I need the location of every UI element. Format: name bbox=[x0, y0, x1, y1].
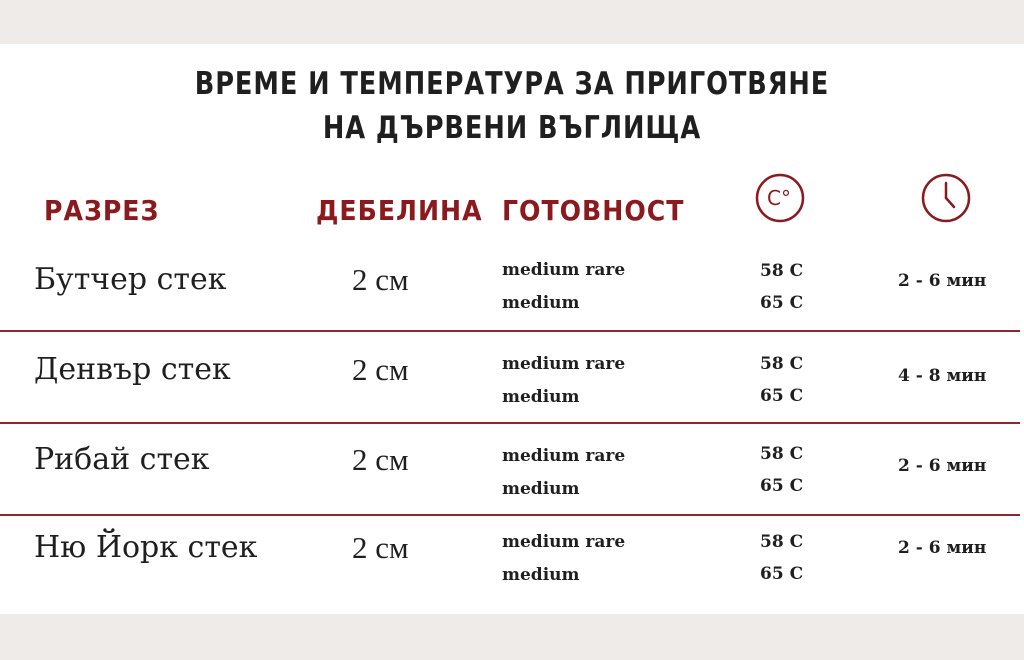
time-value: 2 - 6 мин bbox=[898, 271, 987, 291]
temp-medium-rare: 58 C bbox=[760, 261, 804, 281]
doneness-medium-rare: medium rare bbox=[502, 446, 626, 466]
row-divider bbox=[0, 422, 1020, 424]
doneness-medium: medium bbox=[502, 387, 580, 407]
doneness-medium-rare: medium rare bbox=[502, 260, 626, 280]
thickness-value: 2 см bbox=[352, 352, 409, 387]
temp-medium-rare: 58 C bbox=[760, 354, 804, 374]
time-value: 2 - 6 мин bbox=[898, 538, 987, 558]
doneness-medium-rare: medium rare bbox=[502, 354, 626, 374]
doneness-medium: medium bbox=[502, 565, 580, 585]
temp-medium: 65 C bbox=[760, 386, 804, 406]
time-value: 4 - 8 мин bbox=[898, 366, 987, 386]
cut-name: Ню Йорк стек bbox=[34, 530, 258, 565]
celsius-icon-label: C° bbox=[767, 186, 791, 210]
temp-medium: 65 C bbox=[760, 564, 804, 584]
row-divider bbox=[0, 330, 1020, 332]
row-divider bbox=[0, 514, 1020, 516]
thickness-value: 2 см bbox=[352, 262, 409, 297]
clock-icon bbox=[920, 172, 972, 224]
thickness-value: 2 см bbox=[352, 530, 409, 565]
doneness-medium: medium bbox=[502, 479, 580, 499]
page-title bbox=[41, 62, 983, 150]
thickness-value: 2 см bbox=[352, 442, 409, 477]
cut-name: Рибай стек bbox=[34, 442, 210, 477]
doneness-medium-rare: medium rare bbox=[502, 532, 626, 552]
title-line-2: НА ДЪРВЕНИ ВЪГЛИЩА bbox=[322, 110, 702, 146]
temp-medium: 65 C bbox=[760, 293, 804, 313]
header-thickness: ДЕБЕЛИНА bbox=[316, 194, 483, 227]
time-value: 2 - 6 мин bbox=[898, 456, 987, 476]
temp-medium: 65 C bbox=[760, 476, 804, 496]
cut-name: Бутчер стек bbox=[34, 262, 227, 297]
temp-medium-rare: 58 C bbox=[760, 444, 804, 464]
header-doneness: ГОТОВНОСТ bbox=[502, 194, 685, 227]
temp-medium-rare: 58 C bbox=[760, 532, 804, 552]
cooking-table-card bbox=[0, 44, 1024, 614]
title-line-1: ВРЕМЕ И ТЕМПЕРАТУРА ЗА ПРИГОТВЯНЕ bbox=[194, 66, 830, 102]
doneness-medium: medium bbox=[502, 293, 580, 313]
celsius-circle-icon bbox=[754, 172, 806, 224]
header-cut: РАЗРЕЗ bbox=[44, 194, 160, 227]
cut-name: Денвър стек bbox=[34, 352, 231, 387]
